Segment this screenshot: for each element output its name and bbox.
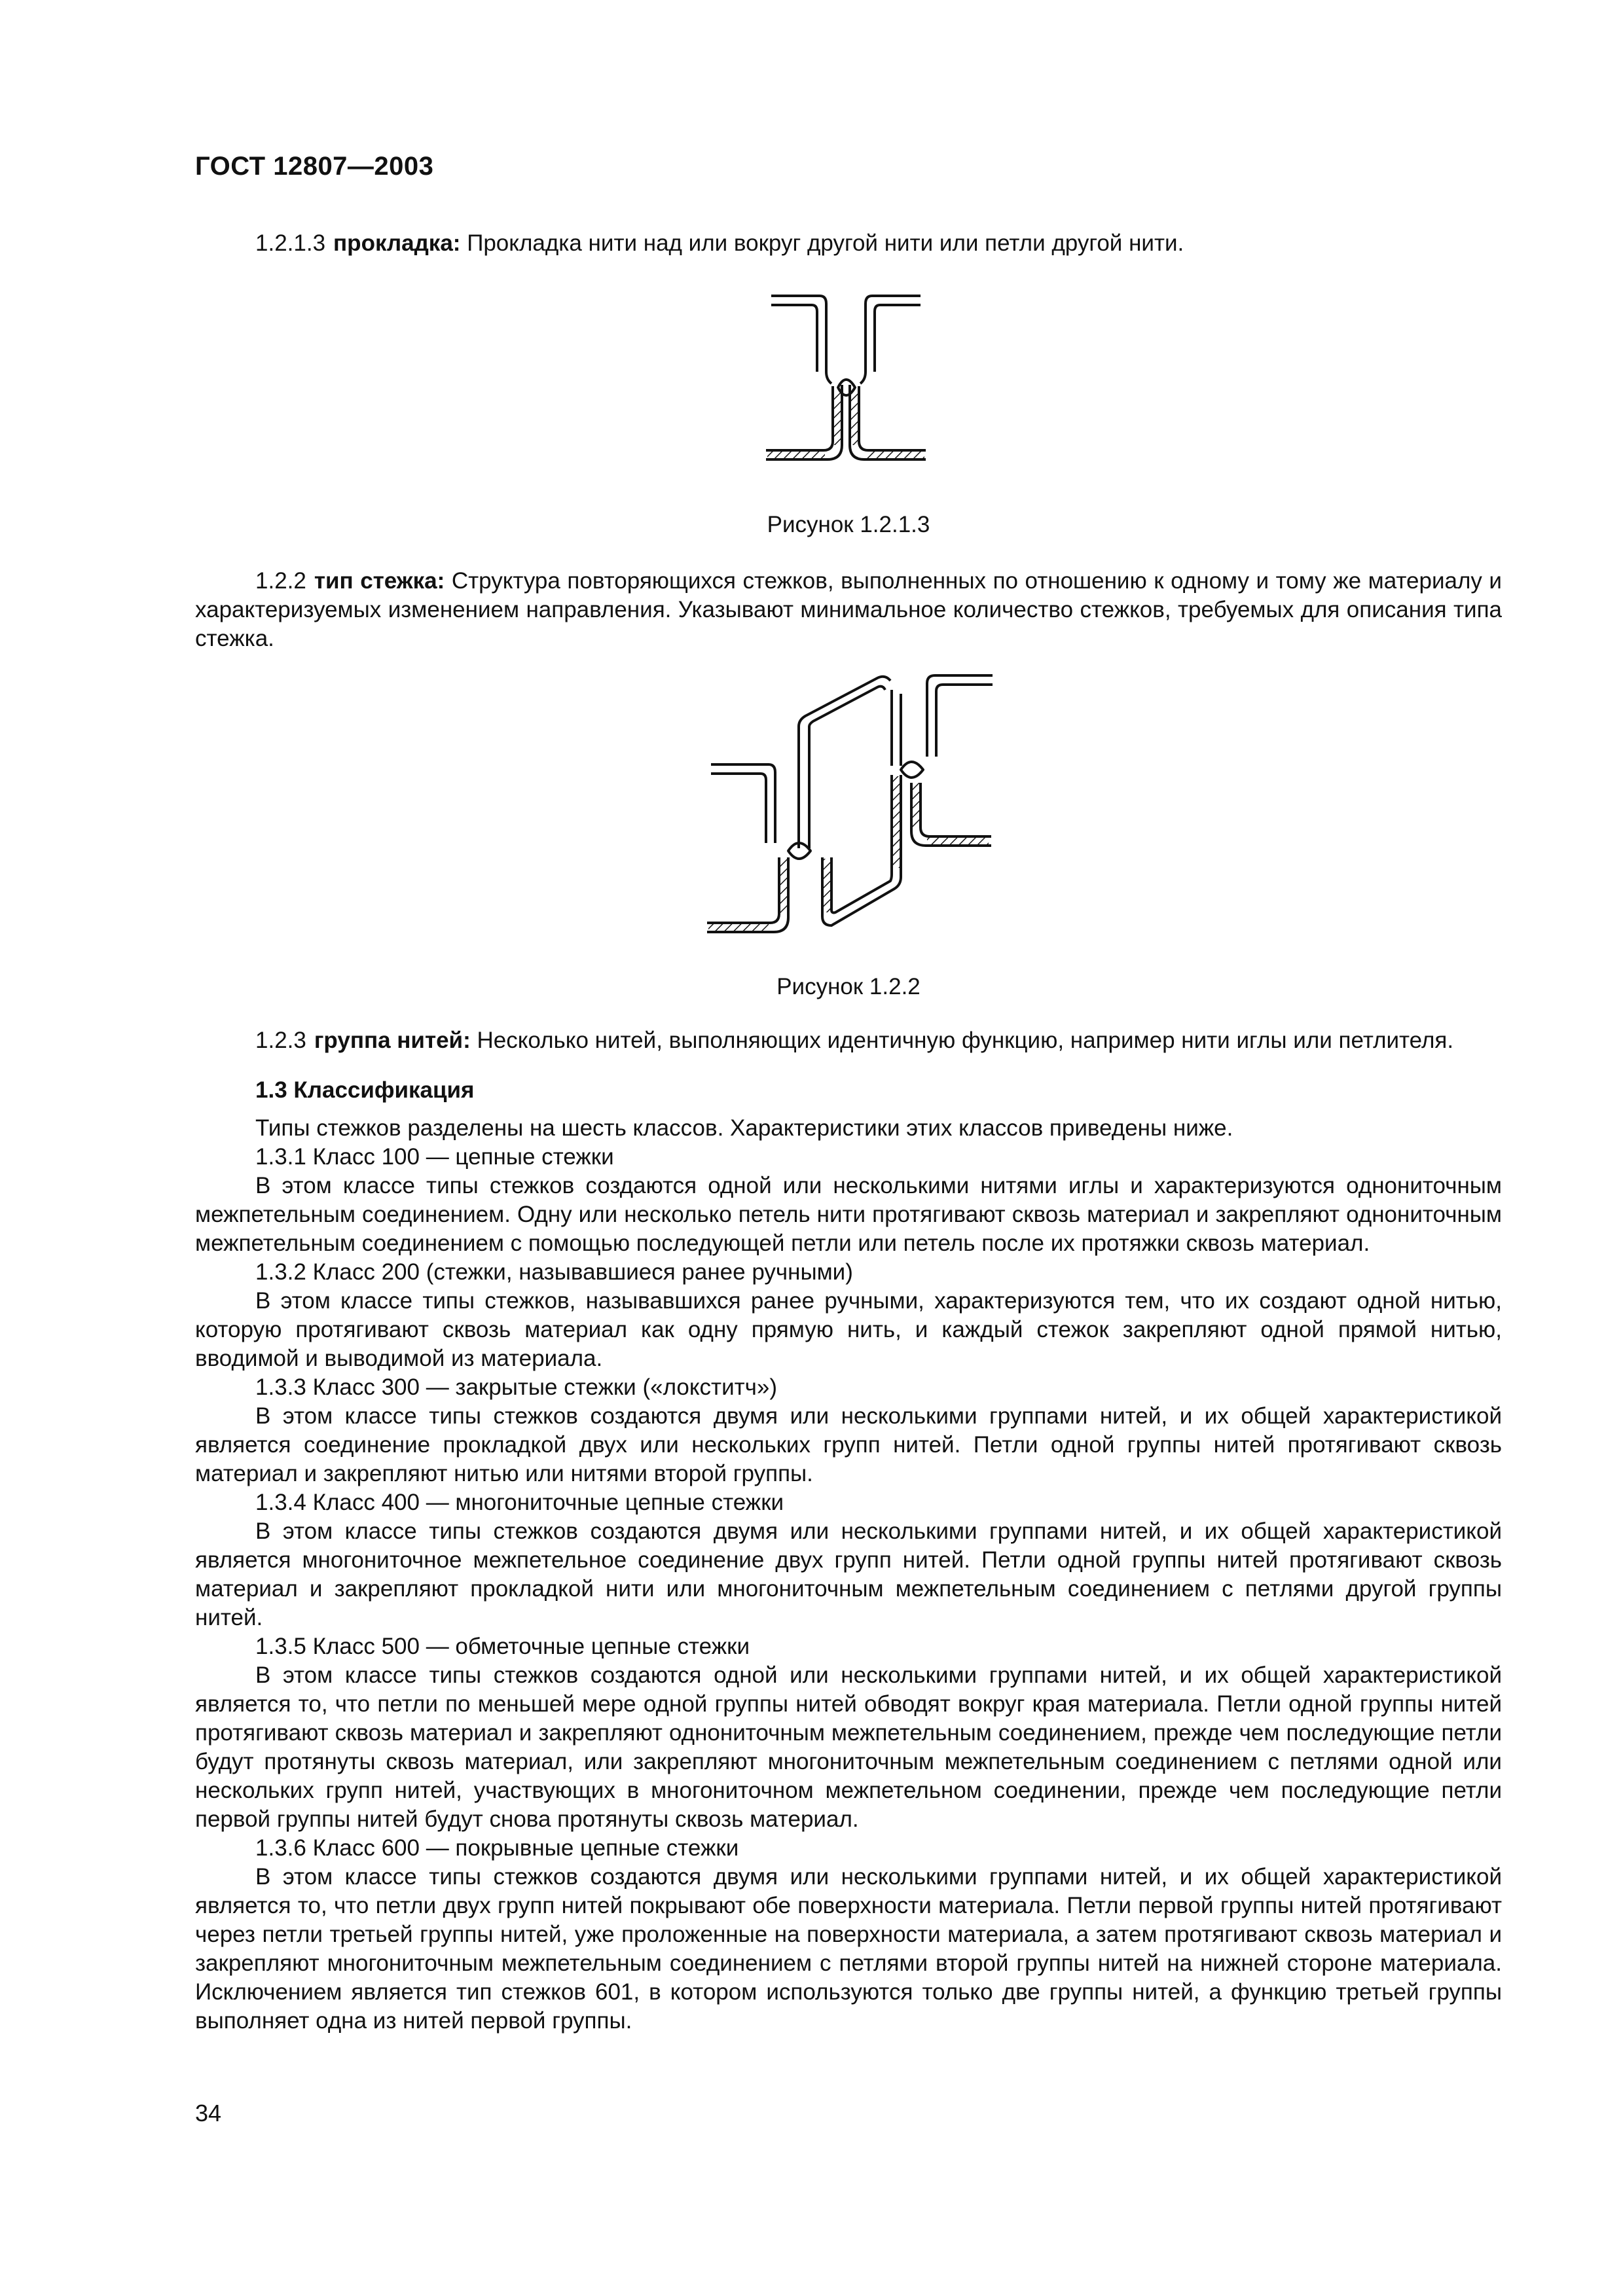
fabric-hatching (927, 837, 989, 845)
item-1-2-2 (195, 567, 1502, 653)
class-text: В этом классе типы стежков создаются одной или несколькими группами нитей, и их общей характеристикой является то, что петли по меньшей мере одной группы нитей обводят вокруг края материала. Петли одной группы нитей протягивают сквозь материал и закрепляют однониточным межпетельным соединением, прежде чем последующие петли будут протянуты сквозь материал, или закрепляют многониточным межпетельным соединением с петлями одной или нескольких групп нитей, участвующих в многониточном межпетельном соединении, прежде чем последующие петли первой группы нитей будут снова протянуты сквозь материал. (195, 1662, 1502, 1832)
fabric-hatching (708, 924, 769, 931)
class-text: В этом классе типы стежков, называвшихся ранее ручными, характеризуются тем, что их создают одной нитью, которую протягивают сквозь материал как одну прямую нить, и каждый стежок закрепляют одной прямой нитью, вводимой и выводимой из материала. (195, 1288, 1502, 1371)
class-heading: 1.3.6 Класс 600 — покрывные цепные стежки (255, 1835, 739, 1861)
item-paragraph (195, 229, 1502, 258)
thread-hatching (824, 859, 830, 912)
class-text: В этом классе типы стежков создаются двумя или несколькими группами нитей, и их общей характеристикой является соединение прокладкой двух или нескольких групп нитей. Петли одной группы нитей протягивают сквозь материал и закрепляют нитью или нитями второй группы. (195, 1403, 1502, 1486)
item-1-2-1-3 (195, 229, 1502, 258)
section-intro: Типы стежков разделены на шесть классов. Характеристики этих классов приведены ниже. (255, 1115, 1233, 1141)
item-number: 1.2.2 (255, 568, 306, 594)
class-heading: 1.3.2 Класс 200 (стежки, называвшиеся ранее ручными) (255, 1259, 853, 1285)
figure-1-2-2-caption: Рисунок 1.2.2 (776, 974, 921, 999)
item-1-2-3 (195, 1026, 1502, 1055)
thread-hatching (893, 776, 900, 868)
item-text: Структура повторяющихся стежков, выполненных по отношению к одному и тому же материалу и характеризуемых изменением направления. Указывают минимальное количество стежков, требуемых для описания типа стежка. (195, 568, 1502, 651)
item-term: тип стежка: (314, 568, 445, 594)
item-term: прокладка: (333, 230, 461, 256)
fabric-hatching (867, 451, 924, 459)
document-header: ГОСТ 12807—2003 (195, 152, 434, 181)
thread-hatching (780, 859, 787, 914)
item-term: группа нитей: (314, 1028, 471, 1053)
class-heading: 1.3.1 Класс 100 — цепные стежки (255, 1144, 614, 1170)
item-paragraph (195, 567, 1502, 653)
class-heading: 1.3.3 Класс 300 — закрытые стежки («локститч») (255, 1374, 778, 1400)
class-heading: 1.3.5 Класс 500 — обметочные цепные стежки (255, 1634, 750, 1659)
figure-1-2-2-drawing (701, 668, 1002, 936)
figure-1-2-1-3-caption: Рисунок 1.2.1.3 (767, 512, 930, 537)
item-paragraph (195, 1026, 1502, 1055)
item-text: Прокладка нити над или вокруг другой нити или петли другой нити. (467, 230, 1184, 256)
class-text: В этом классе типы стежков создаются двумя или несколькими группами нитей, и их общей характеристикой является то, что петли двух групп нитей покрывают обе поверхности материала. Петли первой группы нитей протягивают через петли третьей группы нитей, уже проложенные на поверхности материала, а затем протягивают сквозь материал и закрепляют многониточным межпетельным соединением с петлями второй группы нитей на нижней стороне материала. Исключением является тип стежков 601, в котором используются только две группы нитей, а функцию третьей группы выполняет одна из нитей первой группы. (195, 1864, 1502, 2034)
item-number: 1.2.1.3 (255, 230, 326, 256)
class-text: В этом классе типы стежков создаются двумя или несколькими группами нитей, и их общей характеристикой является многониточное межпетельное соединение двух групп нитей. Петли одной группы нитей протягивают сквозь материал и закрепляют прокладкой нити или многониточным межпетельным соединением с петлями другой группы нитей. (195, 1518, 1502, 1630)
thread-hatching (834, 393, 841, 445)
thread-hatching (913, 783, 919, 829)
section-title: 1.3 Классификация (255, 1077, 475, 1103)
figure-1-2-1-3-drawing (759, 288, 936, 465)
thread-hatching (851, 393, 858, 445)
class-heading: 1.3.4 Класс 400 — многониточные цепные стежки (255, 1490, 784, 1515)
spacer (195, 1105, 1502, 1114)
class-text: В этом классе типы стежков создаются одной или несколькими нитями иглы и характеризуются однониточным межпетельным соединением. Одну или несколько петель нити протягивают сквозь материал и закрепляют однониточным межпетельным соединением с помощью последующей петли или петель после их протяжки сквозь материал. (195, 1173, 1502, 1256)
item-number: 1.2.3 (255, 1028, 306, 1053)
section-1-3 (195, 1076, 1502, 2036)
fabric-hatching (767, 451, 825, 459)
page-number: 34 (195, 2100, 222, 2126)
item-text: Несколько нитей, выполняющих идентичную функцию, например нити иглы или петлителя. (477, 1028, 1454, 1053)
